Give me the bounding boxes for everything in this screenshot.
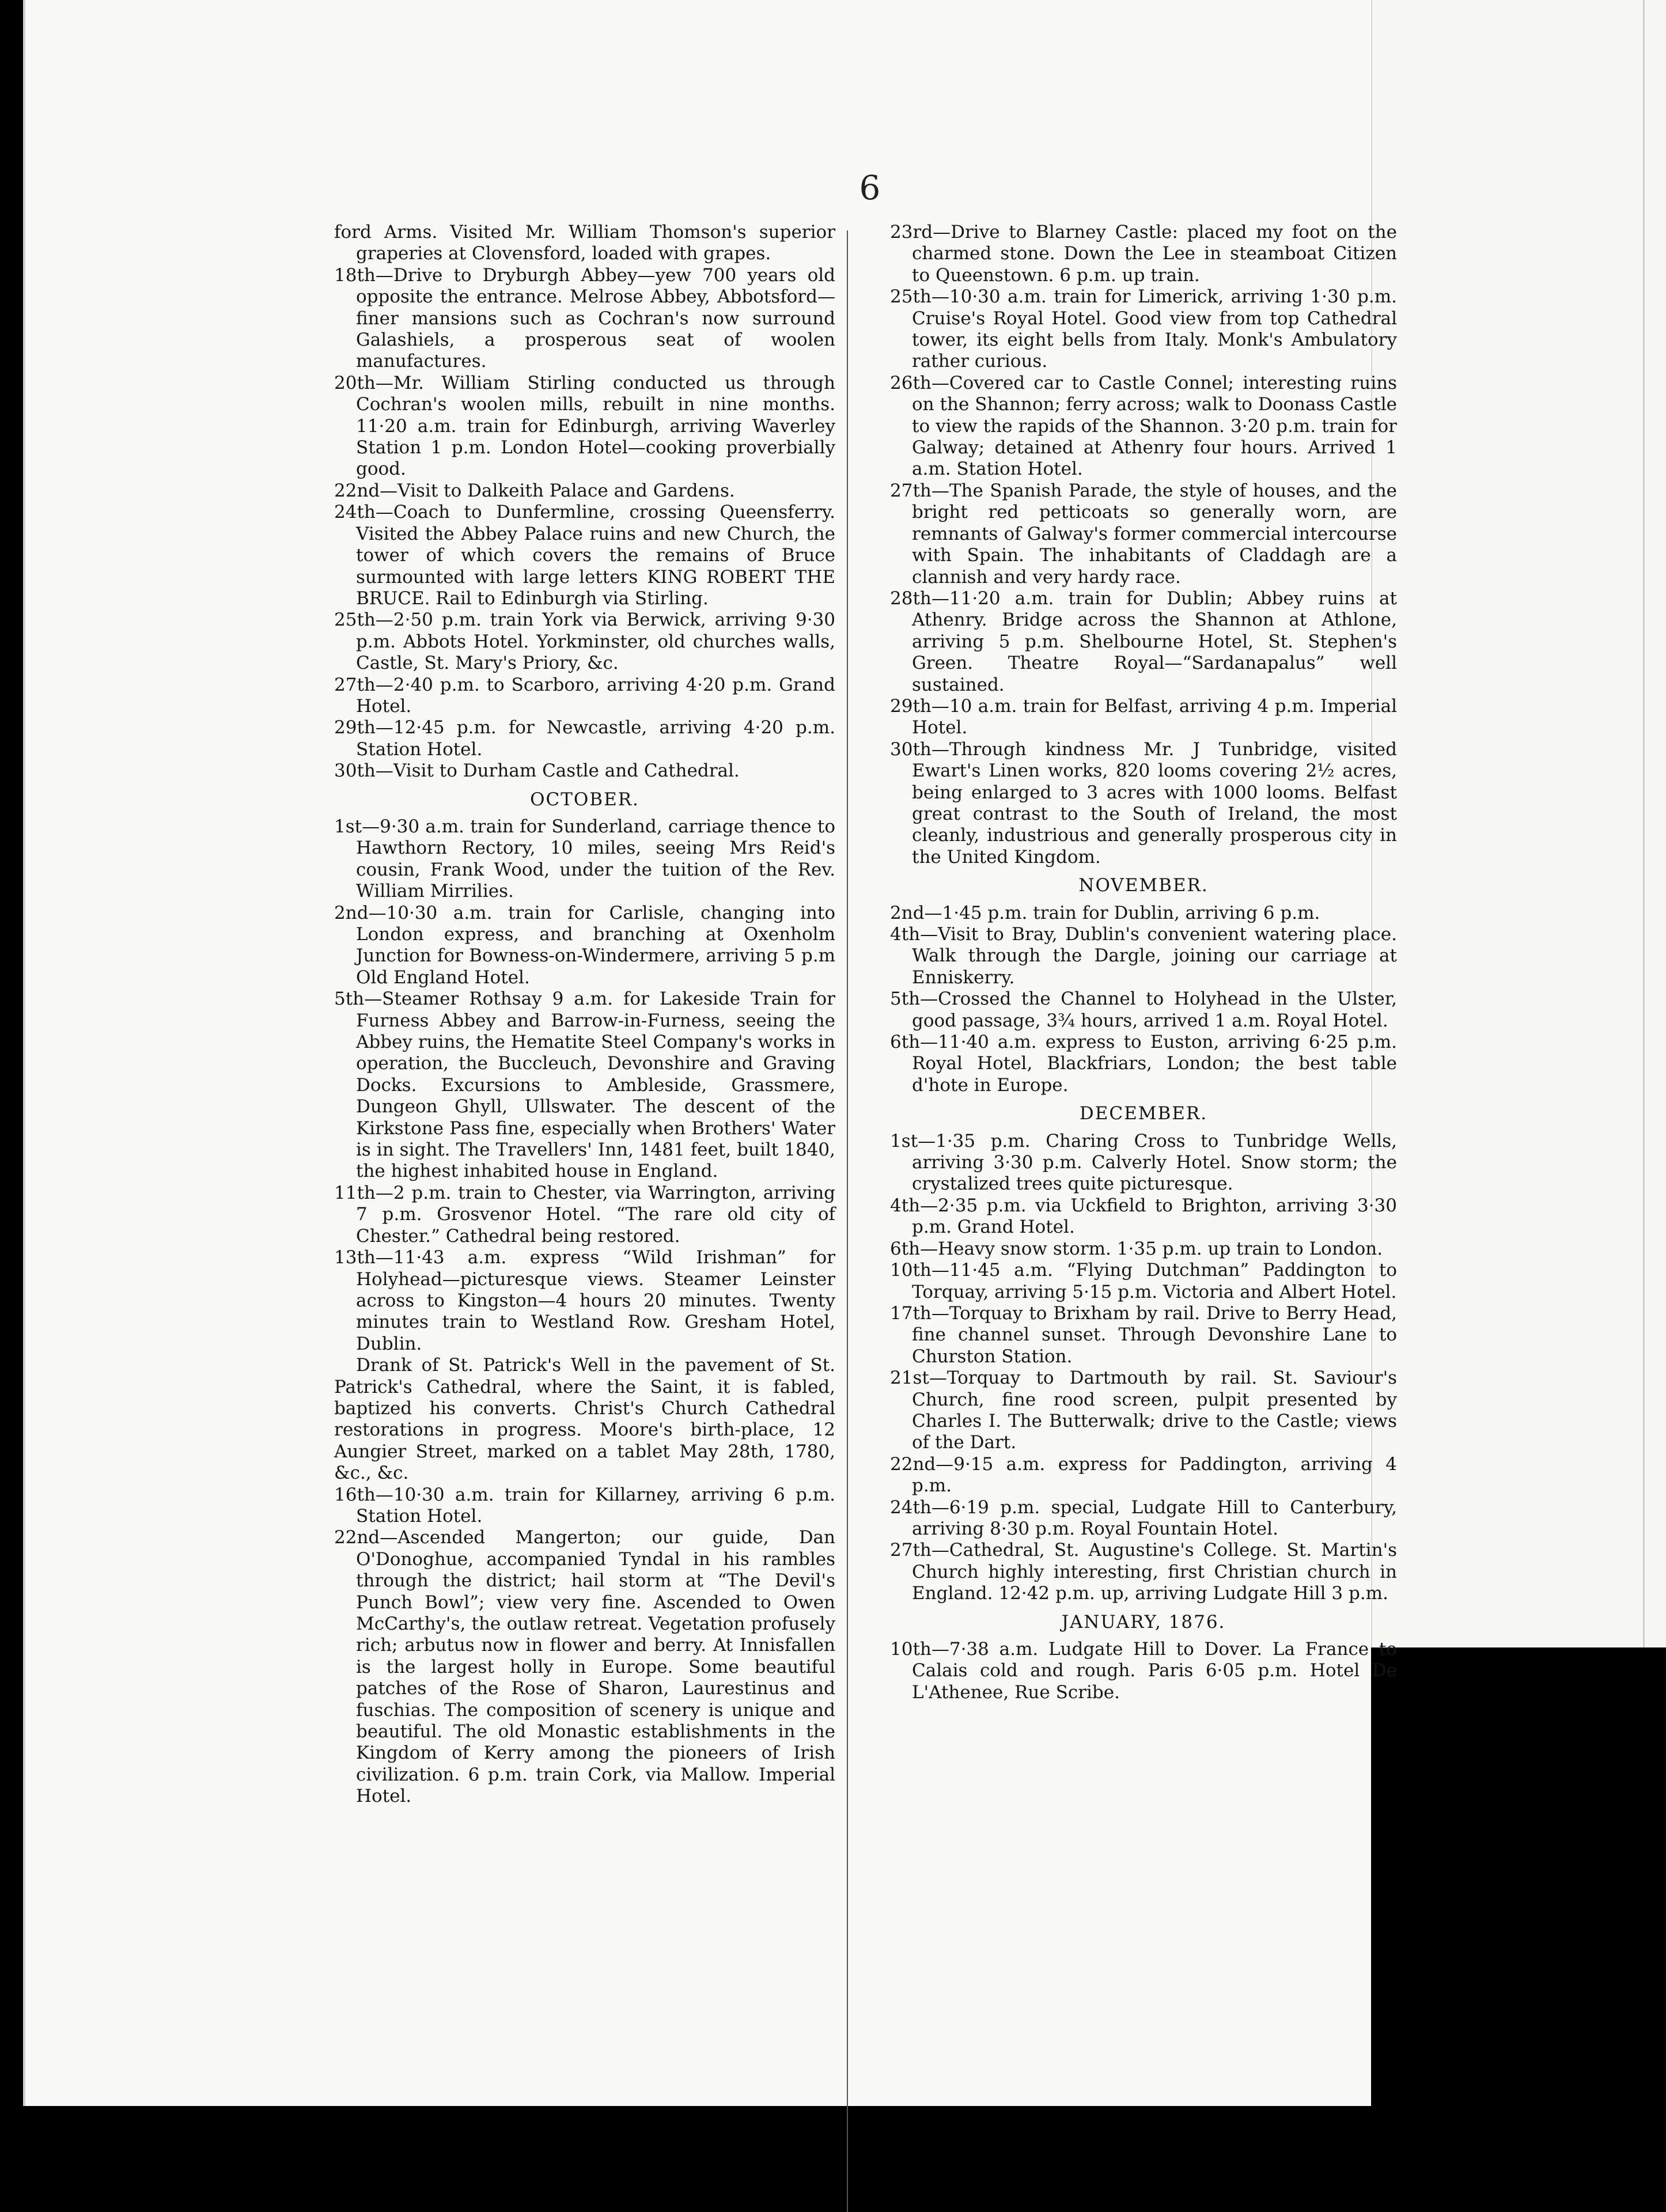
adjacent-page-edge (1371, 0, 1666, 1647)
diary-entry: 4th—Visit to Bray, Dublin's convenient watering place. Walk through the Dargle, joining our carriage at Enniskerry. (890, 924, 1397, 988)
page-number: 6 (859, 168, 881, 207)
month-heading: DECEMBER. (1079, 1103, 1208, 1124)
diary-entry: 28th—11·20 a.m. train for Dublin; Abbey ruins at Athenry. Bridge across the Shannon at Athlone, arriving 5 p.m. Shelbourne Hotel, St. Stephen's Green. Theatre Royal—“Sardanapalus” well sustained. (890, 588, 1397, 695)
diary-entry: 1st—1·35 p.m. Charing Cross to Tunbridge Wells, arriving 3·30 p.m. Calverly Hotel. Snow storm; the crystalized trees quite picturesque. (890, 1130, 1397, 1195)
diary-entry: 17th—Torquay to Brixham by rail. Drive to Berry Head, fine channel sunset. Through Devonshire Lane to Churston Station. (890, 1302, 1397, 1367)
diary-entry: 18th—Drive to Dryburgh Abbey—yew 700 years old opposite the entrance. Melrose Abbey, Abbotsford—finer mansions such as Cochran's now surround Galashiels, a prosperous seat of woolen manufactures. (334, 264, 835, 372)
diary-entry: 27th—The Spanish Parade, the style of houses, and the bright red petticoats so generally worn, are remnants of Galway's former commercial intercourse with Spain. The inhabitants of Claddagh are a clannish and very hardy race. (890, 480, 1397, 588)
diary-entry: 4th—2·35 p.m. via Uckfield to Brighton, arriving 3·30 p.m. Grand Hotel. (890, 1195, 1397, 1238)
scan-background-right (1400, 1647, 1666, 2106)
diary-entry: 29th—10 a.m. train for Belfast, arriving 4 p.m. Imperial Hotel. (890, 695, 1397, 738)
diary-entry: 10th—7·38 a.m. Ludgate Hill to Dover. La France to Calais cold and rough. Paris 6·05 p.m. Hotel De L'Athenee, Rue Scribe. (890, 1639, 1397, 1703)
diary-entry: 25th—2·50 p.m. train York via Berwick, arriving 9·30 p.m. Abbots Hotel. Yorkminster, old churches walls, Castle, St. Mary's Priory, &c. (334, 609, 835, 674)
diary-entry: 30th—Visit to Durham Castle and Cathedral. (334, 760, 740, 782)
diary-entry: 21st—Torquay to Dartmouth by rail. St. Saviour's Church, fine rood screen, pulpit presented by Charles I. The Butterwalk; drive to the Castle; views of the Dart. (890, 1368, 1397, 1453)
diary-entry: 2nd—1·45 p.m. train for Dublin, arriving 6 p.m. (890, 902, 1320, 923)
diary-entry: 2nd—10·30 a.m. train for Carlisle, changing into London express, and branching at Oxenholm Junction for Bowness-on-Windermere, arriving 5 p.m Old England Hotel. (334, 902, 835, 988)
diary-entry: ford Arms. Visited Mr. William Thomson's superior graperies at Clovensford, loaded with grapes. (334, 222, 835, 264)
diary-entry: 25th—10·30 a.m. train for Limerick, arriving 1·30 p.m. Cruise's Royal Hotel. Good view from top Cathedral tower, its eight bells from Italy. Monk's Ambulatory rather curious. (890, 286, 1397, 372)
diary-entry: 6th—Heavy snow storm. 1·35 p.m. up train to London. (890, 1238, 1383, 1259)
diary-entry: 10th—11·45 a.m. “Flying Dutchman” Paddington to Torquay, arriving 5·15 p.m. Victoria and Albert Hotel. (890, 1260, 1397, 1302)
page-fold-shadow (23, 0, 25, 2106)
diary-entry: 30th—Through kindness Mr. J Tunbridge, visited Ewart's Linen works, 820 looms covering 2½ acres, being enlarged to 3 acres with 1000 looms. Belfast great contrast to the South of Ireland, the most cleanly, industrious and generally prosperous city in the United Kingdom. (890, 738, 1397, 868)
diary-entry: 24th—Coach to Dunfermline, crossing Queensferry. Visited the Abbey Palace ruins and new Church, the tower of which covers the remains of Bruce surmounted with large letters KING ROBERT THE BRUCE. Rail to Edinburgh via Stirling. (334, 502, 835, 609)
diary-entry: 23rd—Drive to Blarney Castle: placed my foot on the charmed stone. Down the Lee in steamboat Citizen to Queenstown. 6 p.m. up train. (890, 222, 1397, 286)
diary-entry: 20th—Mr. William Stirling conducted us through Cochran's woolen mills, rebuilt in nine months. 11·20 a.m. train for Edinburgh, arriving Waverley Station 1 p.m. London Hotel—cooking proverbially good. (334, 372, 835, 480)
diary-entry: 11th—2 p.m. train to Chester, via Warrington, arriving 7 p.m. Grosvenor Hotel. “The rare old city of Chester.” Cathedral being restored. (334, 1182, 835, 1247)
diary-entry: 24th—6·19 p.m. special, Ludgate Hill to Canterbury, arriving 8·30 p.m. Royal Fountain Hotel. (890, 1497, 1397, 1539)
diary-entry: 22nd—9·15 a.m. express for Paddington, arriving 4 p.m. (890, 1453, 1397, 1497)
diary-entry: 13th—11·43 a.m. express “Wild Irishman” for Holyhead—picturesque views. Steamer Leinster across to Kingston—4 hours 20 minutes. Twenty minutes train to Westland Row. Gresham Hotel, Dublin. (334, 1247, 835, 1354)
diary-entry: 27th—Cathedral, St. Augustine's College. St. Martin's Church highly interesting, first Christian church in England. 12·42 p.m. up, arriving Ludgate Hill 3 p.m. (890, 1540, 1397, 1604)
diary-entry: 22nd—Visit to Dalkeith Palace and Gardens. (334, 480, 735, 501)
diary-entry: 1st—9·30 a.m. train for Sunderland, carriage thence to Hawthorn Rectory, 10 miles, seeing Mrs Reid's cousin, Frank Wood, under the tuition of the Rev. William Mirrilies. (334, 816, 835, 902)
diary-entry: 29th—12·45 p.m. for Newcastle, arriving 4·20 p.m. Station Hotel. (334, 717, 835, 760)
diary-entry: 5th—Crossed the Channel to Holyhead in the Ulster, good passage, 3¾ hours, arrived 1 a.m. Royal Hotel. (890, 988, 1397, 1031)
diary-entry: 16th—10·30 a.m. train for Killarney, arriving 6 p.m. Station Hotel. (334, 1484, 835, 1527)
month-heading: NOVEMBER. (1078, 875, 1209, 896)
diary-entry: 22nd—Ascended Mangerton; our guide, Dan O'Donoghue, accompanied Tyndal in his rambles through the district; hail storm at “The Devil's Punch Bowl”; view very fine. Ascended to Owen McCarthy's, the outlaw retreat. Vegetation profusely rich; arbutus now in flower and berry. At Innisfallen is the largest holly in Europe. Some beautiful patches of the Rose of Sharon, Laurestinus and fuschias. The composition of scenery is unique and beautiful. The old Monastic establishments in the Kingdom of Kerry among the pioneers of Irish civilization. 6 p.m. train Cork, via Mallow. Imperial Hotel. (334, 1527, 835, 1807)
diary-entry: 26th—Covered car to Castle Connel; interesting ruins on the Shannon; ferry across; walk to Doonass Castle to view the rapids of the Shannon. 3·20 p.m. train for Galway; detained at Athenry four hours. Arrived 1 a.m. Station Hotel. (890, 372, 1397, 480)
month-heading: OCTOBER. (530, 789, 639, 810)
month-heading: JANUARY, 1876. (1061, 1611, 1226, 1633)
diary-entry: 27th—2·40 p.m. to Scarboro, arriving 4·20 p.m. Grand Hotel. (334, 674, 835, 717)
right-column (890, 222, 1397, 1703)
diary-entry: 5th—Steamer Rothsay 9 a.m. for Lakeside Train for Furness Abbey and Barrow-in-Furness, seeing the Abbey ruins, the Hematite Steel Company's works in operation, the Buccleuch, Devonshire and Graving Docks. Excursions to Ambleside, Grassmere, Dungeon Ghyll, Ullswater. The descent of the Kirkstone Pass fine, especially when Brothers' Water is in sight. The Travellers' Inn, 1481 feet, built 1840, the highest inhabited house in England. (334, 988, 835, 1182)
adjacent-page-edge-line (1643, 0, 1645, 1647)
column-divider (847, 230, 848, 2212)
left-column (334, 222, 835, 1808)
diary-entry: 6th—11·40 a.m. express to Euston, arriving 6·25 p.m. Royal Hotel, Blackfriars, London; the best table d'hote in Europe. (890, 1032, 1397, 1096)
diary-paragraph: Drank of St. Patrick's Well in the pavement of St. Patrick's Cathedral, where the Saint, it is fabled, baptized his converts. Christ's Church Cathedral restorations in progress. Moore's birth-place, 12 Aungier Street, marked on a tablet May 28th, 1780, &c., &c. (334, 1355, 835, 1484)
